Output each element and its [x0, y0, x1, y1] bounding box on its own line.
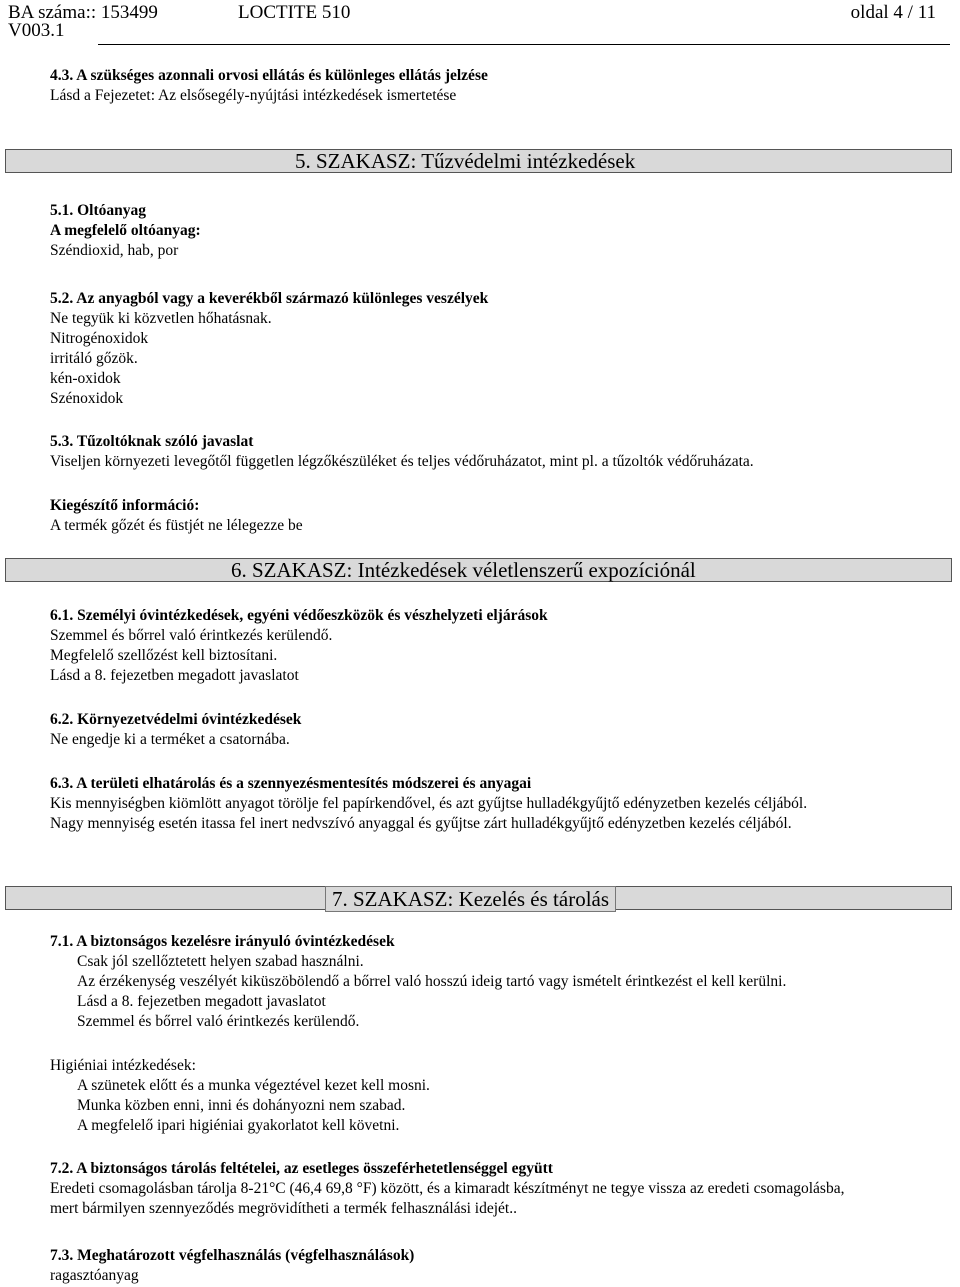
- text-5-2-line: Szénoxidok: [50, 390, 124, 407]
- page-number: oldal 4 / 11: [850, 2, 936, 23]
- heading-7-2: 7.2. A biztonságos tárolás feltételei, az esetleges összeférhetetlenséggel együtt: [50, 1160, 553, 1177]
- text-5-1: Széndioxid, hab, por: [50, 242, 179, 259]
- text-5-2-line: Nitrogénoxidok: [50, 330, 149, 347]
- text-5-3: Viseljen környezeti levegőtől független légzőkészüléket és teljes védőruházatot, mint pl. a tűzoltók védőruházata.: [50, 453, 754, 470]
- product-name: LOCTITE 510: [238, 2, 351, 23]
- text-7-2-line: mert bármilyen szennyeződés megrövidítheti a termék felhasználási idejét..: [50, 1200, 517, 1217]
- heading-6-2: 6.2. Környezetvédelmi óvintézkedések: [50, 711, 302, 728]
- text-6-3-line: Nagy mennyiség esetén itassa fel inert nedvszívó anyaggal és gyűjtse zárt hulladékgyűjtő edényzetben kezelés céljából.: [50, 815, 792, 832]
- heading-7-1: 7.1. A biztonságos kezelésre irányuló óvintézkedések: [50, 933, 395, 950]
- extra-info-text: A termék gőzét és füstjét ne lélegezze be: [50, 517, 303, 534]
- extra-info-heading: Kiegészítő információ:: [50, 497, 200, 514]
- text-4-3: Lásd a Fejezetet: Az elsősegély-nyújtási intézkedések ismertetése: [50, 87, 457, 104]
- section-5-title: 5. SZAKASZ: Tűzvédelmi intézkedések: [295, 149, 636, 173]
- section-7-title: 7. SZAKASZ: Kezelés és tárolás: [325, 886, 616, 912]
- text-5-2-line: irritáló gőzök.: [50, 350, 138, 367]
- heading-6-1: 6.1. Személyi óvintézkedések, egyéni védőeszközök és vészhelyzeti eljárások: [50, 607, 548, 624]
- heading-5-3: 5.3. Tűzoltóknak szóló javaslat: [50, 433, 254, 450]
- ba-number: BA száma:: 153499: [8, 2, 158, 23]
- heading-4-3: 4.3. A szükséges azonnali orvosi ellátás és különleges ellátás jelzése: [50, 67, 488, 84]
- version: V003.1: [8, 20, 65, 41]
- text-7-1-line: Szemmel és bőrrel való érintkezés kerülendő.: [77, 1013, 360, 1030]
- text-5-2-line: Ne tegyük ki közvetlen hőhatásnak.: [50, 310, 272, 327]
- text-6-3-line: Kis mennyiségben kiömlött anyagot törölje fel papírkendővel, és azt gyűjtse hulladékgyűjtő edényzetben kezelés céljából.: [50, 795, 808, 812]
- text-6-2: Ne engedje ki a terméket a csatornába.: [50, 731, 290, 748]
- text-7-1-line: Az érzékenység veszélyét kiküszöbölendő a bőrrel való hosszú ideig tartó vagy ismételt érintkezést el kell kerülni.: [77, 973, 787, 990]
- text-6-1-line: Megfelelő szellőzést kell biztosítani.: [50, 647, 278, 664]
- heading-5-2: 5.2. Az anyagból vagy a keverékből származó különleges veszélyek: [50, 290, 489, 307]
- hygiene-line: A megfelelő ipari higiéniai gyakorlatot kell követni.: [77, 1117, 400, 1134]
- text-7-1-line: Csak jól szellőztetett helyen szabad használni.: [77, 953, 364, 970]
- text-6-1-line: Lásd a 8. fejezetben megadott javaslatot: [50, 667, 299, 684]
- text-5-2-line: kén-oxidok: [50, 370, 121, 387]
- page-header: [8, 0, 950, 46]
- text-7-3: ragasztóanyag: [50, 1267, 139, 1284]
- heading-5-1: 5.1. Oltóanyag: [50, 202, 147, 219]
- hygiene-line: Munka közben enni, inni és dohányozni nem szabad.: [77, 1097, 406, 1114]
- heading-5-1b: A megfelelő oltóanyag:: [50, 222, 201, 239]
- hygiene-heading: Higiéniai intézkedések:: [50, 1057, 196, 1074]
- section-6-title: 6. SZAKASZ: Intézkedések véletlenszerű expozíciónál: [231, 558, 696, 582]
- text-7-2-line: Eredeti csomagolásban tárolja 8-21°C (46,4 69,8 °F) között, és a kimaradt készítményt ne tegye vissza az eredeti csomagolásba,: [50, 1180, 845, 1197]
- heading-7-3: 7.3. Meghatározott végfelhasználás (végfelhasználások): [50, 1247, 415, 1264]
- hygiene-line: A szünetek előtt és a munka végeztével kezet kell mosni.: [77, 1077, 430, 1094]
- header-rule: [98, 44, 950, 45]
- text-6-1-line: Szemmel és bőrrel való érintkezés kerülendő.: [50, 627, 333, 644]
- text-7-1-line: Lásd a 8. fejezetben megadott javaslatot: [77, 993, 326, 1010]
- heading-6-3: 6.3. A területi elhatárolás és a szennyezésmentesítés módszerei és anyagai: [50, 775, 532, 792]
